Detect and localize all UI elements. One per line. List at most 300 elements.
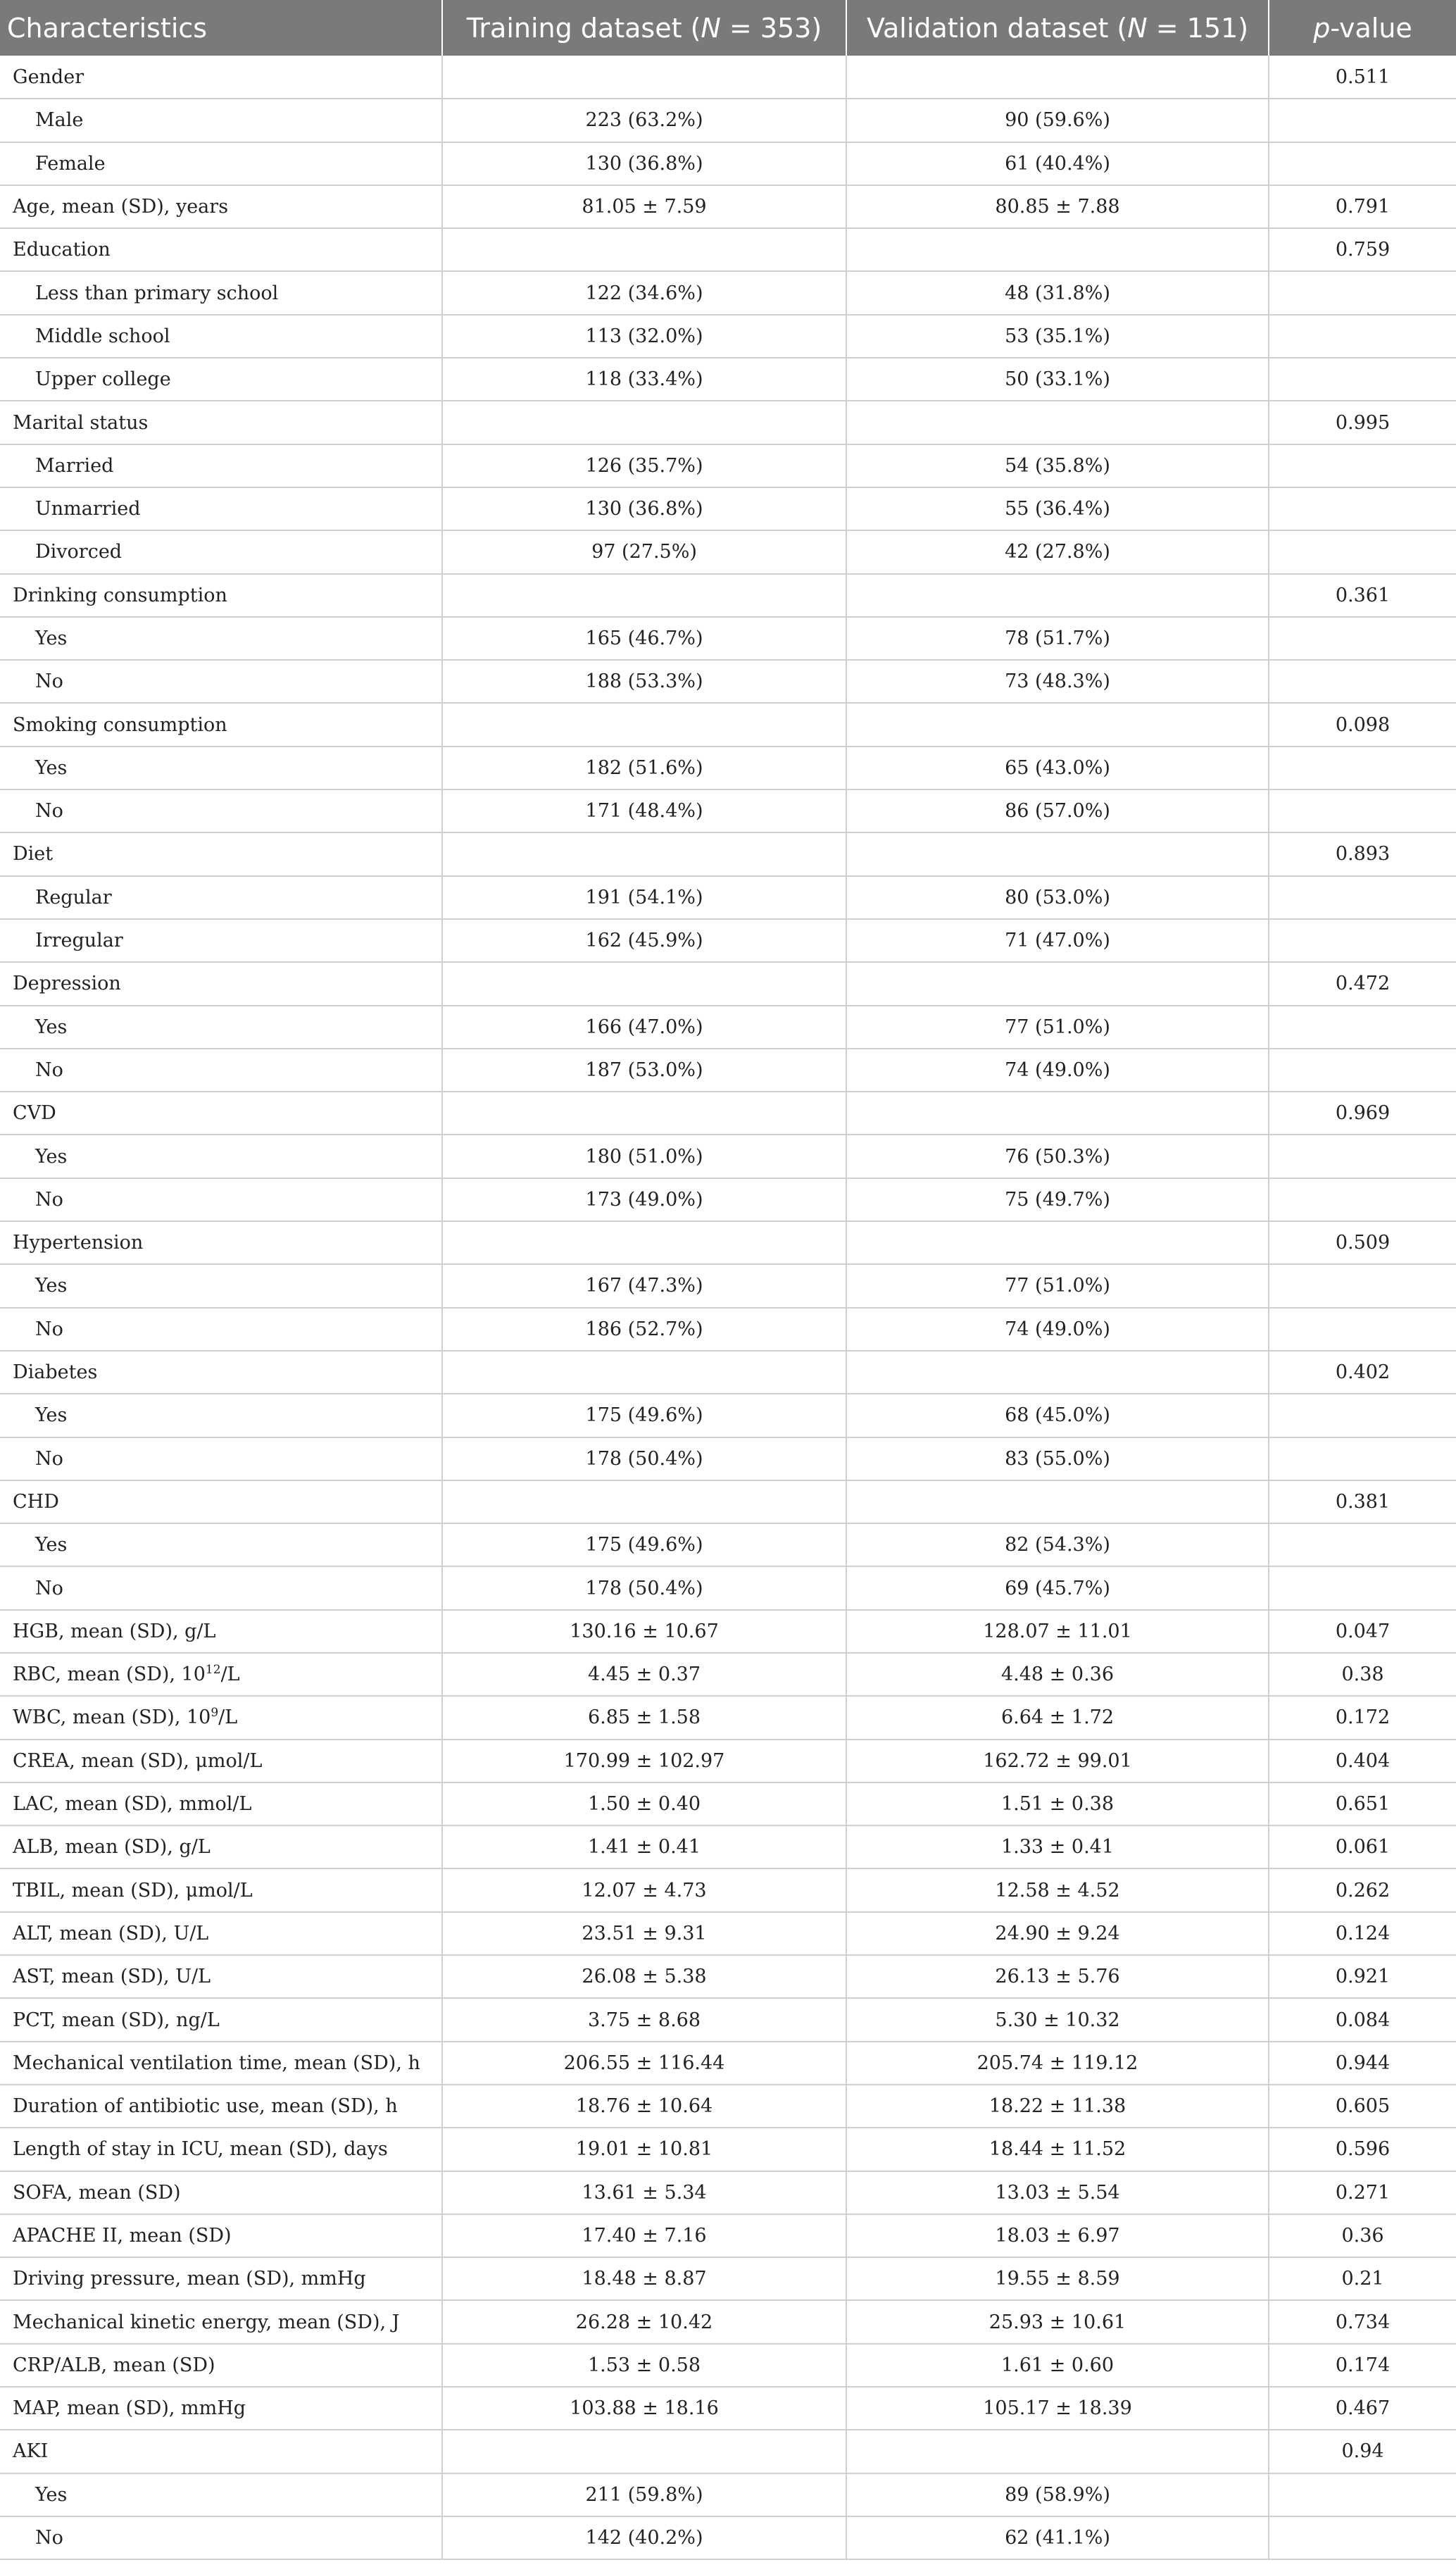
training-value: 23.51 ± 9.31 — [442, 1912, 846, 1955]
table-row — [0, 2473, 1456, 2516]
row-label: ALB, mean (SD), g/L — [0, 1825, 442, 1868]
p-value — [1269, 789, 1456, 832]
p-value — [1269, 1437, 1456, 1480]
p-value — [1269, 660, 1456, 703]
p-value: 0.596 — [1269, 2128, 1456, 2171]
p-value: 0.467 — [1269, 2387, 1456, 2430]
training-value: 18.48 ± 8.87 — [442, 2257, 846, 2300]
training-value: 18.76 ± 10.64 — [442, 2085, 846, 2128]
header-characteristics: Characteristics — [0, 0, 442, 56]
training-value: 130 (36.8%) — [442, 487, 846, 530]
row-label: Marital status — [0, 401, 442, 444]
row-label: CHD — [0, 1480, 442, 1523]
validation-value — [846, 56, 1269, 99]
p-value — [1269, 1178, 1456, 1221]
table-row — [0, 1610, 1456, 1653]
table-row — [0, 2344, 1456, 2387]
validation-value — [846, 401, 1269, 444]
validation-value: 71 (47.0%) — [846, 919, 1269, 962]
training-value — [442, 962, 846, 1005]
p-value: 0.172 — [1269, 1696, 1456, 1739]
row-label: TBIL, mean (SD), μmol/L — [0, 1868, 442, 1911]
p-value: 0.759 — [1269, 228, 1456, 271]
training-value: 122 (34.6%) — [442, 271, 846, 314]
p-value: 0.047 — [1269, 1610, 1456, 1653]
table-row — [0, 444, 1456, 487]
row-label: Regular — [0, 876, 442, 919]
label-text: RBC, mean (SD), 10 — [13, 1663, 206, 1686]
p-value: 0.969 — [1269, 1092, 1456, 1135]
row-label: No — [0, 1308, 442, 1351]
validation-value: 62 (41.1%) — [846, 2516, 1269, 2559]
table-row — [0, 1955, 1456, 1998]
row-label: Diabetes — [0, 1351, 442, 1394]
validation-value — [846, 703, 1269, 746]
p-value: 0.734 — [1269, 2300, 1456, 2343]
table-row — [0, 1696, 1456, 1739]
validation-value: 75 (49.7%) — [846, 1178, 1269, 1221]
table-row — [0, 2257, 1456, 2300]
training-value: 170.99 ± 102.97 — [442, 1740, 846, 1783]
table-row — [0, 1740, 1456, 1783]
validation-value: 86 (57.0%) — [846, 789, 1269, 832]
table-row — [0, 2128, 1456, 2171]
table-row — [0, 487, 1456, 530]
table-row — [0, 617, 1456, 660]
training-value: 162 (45.9%) — [442, 919, 846, 962]
row-label — [0, 1696, 442, 1739]
table-row — [0, 660, 1456, 703]
table-row — [0, 2430, 1456, 2473]
row-label: Married — [0, 444, 442, 487]
row-label — [0, 1653, 442, 1696]
training-value: 167 (47.3%) — [442, 1264, 846, 1307]
table-row — [0, 1394, 1456, 1437]
training-value — [442, 1221, 846, 1264]
table-row — [0, 2300, 1456, 2343]
training-value: 188 (53.3%) — [442, 660, 846, 703]
table-row — [0, 2387, 1456, 2430]
training-value: 186 (52.7%) — [442, 1308, 846, 1351]
training-value: 182 (51.6%) — [442, 747, 846, 789]
training-value: 175 (49.6%) — [442, 1523, 846, 1566]
validation-value: 77 (51.0%) — [846, 1264, 1269, 1307]
table-row — [0, 56, 1456, 99]
table-row — [0, 1566, 1456, 1609]
row-label: No — [0, 1437, 442, 1480]
validation-value: 83 (55.0%) — [846, 1437, 1269, 1480]
p-value — [1269, 315, 1456, 358]
training-value: 173 (49.0%) — [442, 1178, 846, 1221]
table-row — [0, 789, 1456, 832]
training-value — [442, 1351, 846, 1394]
table-row — [0, 530, 1456, 573]
validation-value: 50 (33.1%) — [846, 358, 1269, 401]
validation-value: 24.90 ± 9.24 — [846, 1912, 1269, 1955]
validation-value: 1.51 ± 0.38 — [846, 1783, 1269, 1825]
table-row — [0, 876, 1456, 919]
training-value: 26.28 ± 10.42 — [442, 2300, 846, 2343]
validation-value: 105.17 ± 18.39 — [846, 2387, 1269, 2430]
table-row — [0, 703, 1456, 746]
row-label: Irregular — [0, 919, 442, 962]
row-label: Yes — [0, 1006, 442, 1049]
row-label: Drinking consumption — [0, 574, 442, 617]
table-row — [0, 1178, 1456, 1221]
p-value — [1269, 1006, 1456, 1049]
p-value: 0.084 — [1269, 1998, 1456, 2041]
row-label: No — [0, 1049, 442, 1092]
row-label: Diet — [0, 832, 442, 875]
training-value: 178 (50.4%) — [442, 1566, 846, 1609]
p-value — [1269, 271, 1456, 314]
validation-value: 5.30 ± 10.32 — [846, 1998, 1269, 2041]
p-value: 0.944 — [1269, 2042, 1456, 2085]
validation-value — [846, 832, 1269, 875]
validation-value: 42 (27.8%) — [846, 530, 1269, 573]
label-exponent: 12 — [205, 1663, 221, 1678]
validation-value: 205.74 ± 119.12 — [846, 2042, 1269, 2085]
p-value — [1269, 1135, 1456, 1178]
table-row — [0, 1653, 1456, 1696]
training-value: 180 (51.0%) — [442, 1135, 846, 1178]
table-row — [0, 1825, 1456, 1868]
table-row — [0, 1480, 1456, 1523]
validation-value: 128.07 ± 11.01 — [846, 1610, 1269, 1653]
validation-value: 162.72 ± 99.01 — [846, 1740, 1269, 1783]
header-p-value: p-value — [1313, 12, 1412, 44]
p-value — [1269, 1264, 1456, 1307]
validation-value — [846, 1480, 1269, 1523]
validation-value: 48 (31.8%) — [846, 271, 1269, 314]
validation-value: 19.55 ± 8.59 — [846, 2257, 1269, 2300]
validation-value: 1.61 ± 0.60 — [846, 2344, 1269, 2387]
row-label: Yes — [0, 1523, 442, 1566]
row-label: MAP, mean (SD), mmHg — [0, 2387, 442, 2430]
training-value: 206.55 ± 116.44 — [442, 2042, 846, 2085]
validation-value: 18.03 ± 6.97 — [846, 2214, 1269, 2257]
training-value: 1.53 ± 0.58 — [442, 2344, 846, 2387]
table-row — [0, 574, 1456, 617]
row-label: Male — [0, 99, 442, 142]
table-row — [0, 747, 1456, 789]
table-row — [0, 1868, 1456, 1911]
validation-value: 6.64 ± 1.72 — [846, 1696, 1269, 1739]
row-label: Middle school — [0, 315, 442, 358]
training-value: 1.50 ± 0.40 — [442, 1783, 846, 1825]
p-value: 0.651 — [1269, 1783, 1456, 1825]
p-value — [1269, 1566, 1456, 1609]
p-value: 0.38 — [1269, 1653, 1456, 1696]
row-label: Yes — [0, 1264, 442, 1307]
validation-value: 80 (53.0%) — [846, 876, 1269, 919]
p-value: 0.893 — [1269, 832, 1456, 875]
row-label: APACHE II, mean (SD) — [0, 2214, 442, 2257]
validation-value: 55 (36.4%) — [846, 487, 1269, 530]
training-value: 6.85 ± 1.58 — [442, 1696, 846, 1739]
row-label: No — [0, 660, 442, 703]
validation-value: 1.33 ± 0.41 — [846, 1825, 1269, 1868]
training-value — [442, 56, 846, 99]
row-label: Yes — [0, 2473, 442, 2516]
training-value: 19.01 ± 10.81 — [442, 2128, 846, 2171]
row-label: No — [0, 2516, 442, 2559]
label-unit: /L — [218, 1706, 238, 1729]
training-value: 118 (33.4%) — [442, 358, 846, 401]
table-row — [0, 1523, 1456, 1566]
training-value: 81.05 ± 7.59 — [442, 185, 846, 228]
row-label: Depression — [0, 962, 442, 1005]
validation-value — [846, 1221, 1269, 1264]
p-value: 0.472 — [1269, 962, 1456, 1005]
table-row — [0, 1998, 1456, 2041]
training-value: 165 (46.7%) — [442, 617, 846, 660]
p-value: 0.404 — [1269, 1740, 1456, 1783]
validation-value: 73 (48.3%) — [846, 660, 1269, 703]
validation-value: 54 (35.8%) — [846, 444, 1269, 487]
p-value: 0.605 — [1269, 2085, 1456, 2128]
training-value: 211 (59.8%) — [442, 2473, 846, 2516]
row-label: Mechanical ventilation time, mean (SD), h — [0, 2042, 442, 2085]
table-row — [0, 358, 1456, 401]
table-row — [0, 271, 1456, 314]
validation-value: 80.85 ± 7.88 — [846, 185, 1269, 228]
row-label: Hypertension — [0, 1221, 442, 1264]
p-value: 0.509 — [1269, 1221, 1456, 1264]
p-value: 0.36 — [1269, 2214, 1456, 2257]
p-value — [1269, 1523, 1456, 1566]
table-row — [0, 228, 1456, 271]
training-value: 126 (35.7%) — [442, 444, 846, 487]
table-row — [0, 2085, 1456, 2128]
row-label: Mechanical kinetic energy, mean (SD), J — [0, 2300, 442, 2343]
validation-value: 61 (40.4%) — [846, 142, 1269, 185]
table-row — [0, 1437, 1456, 1480]
p-value — [1269, 617, 1456, 660]
p-value: 0.124 — [1269, 1912, 1456, 1955]
p-value — [1269, 142, 1456, 185]
table-row — [0, 1135, 1456, 1178]
table-row — [0, 99, 1456, 142]
table-row — [0, 2214, 1456, 2257]
validation-value: 77 (51.0%) — [846, 1006, 1269, 1049]
p-value — [1269, 530, 1456, 573]
row-label: LAC, mean (SD), mmol/L — [0, 1783, 442, 1825]
p-value — [1269, 358, 1456, 401]
p-value: 0.061 — [1269, 1825, 1456, 1868]
training-value: 191 (54.1%) — [442, 876, 846, 919]
table-row — [0, 919, 1456, 962]
training-value: 130 (36.8%) — [442, 142, 846, 185]
p-value: 0.921 — [1269, 1955, 1456, 1998]
row-label: Yes — [0, 1135, 442, 1178]
training-value — [442, 703, 846, 746]
row-label: Yes — [0, 617, 442, 660]
training-value: 166 (47.0%) — [442, 1006, 846, 1049]
table-row — [0, 2516, 1456, 2559]
p-value — [1269, 1394, 1456, 1437]
table-row — [0, 401, 1456, 444]
row-label: ALT, mean (SD), U/L — [0, 1912, 442, 1955]
training-value: 13.61 ± 5.34 — [442, 2171, 846, 2214]
table-row — [0, 1006, 1456, 1049]
training-value: 175 (49.6%) — [442, 1394, 846, 1437]
p-value — [1269, 99, 1456, 142]
validation-value: 89 (58.9%) — [846, 2473, 1269, 2516]
table-row — [0, 832, 1456, 875]
p-value: 0.402 — [1269, 1351, 1456, 1394]
row-label: Duration of antibiotic use, mean (SD), h — [0, 2085, 442, 2128]
validation-value — [846, 1092, 1269, 1135]
validation-value: 69 (45.7%) — [846, 1566, 1269, 1609]
row-label: No — [0, 1178, 442, 1221]
row-label: Less than primary school — [0, 271, 442, 314]
validation-value — [846, 962, 1269, 1005]
validation-value: 82 (54.3%) — [846, 1523, 1269, 1566]
row-label: AKI — [0, 2430, 442, 2473]
training-value — [442, 401, 846, 444]
row-label: Smoking consumption — [0, 703, 442, 746]
validation-value: 13.03 ± 5.54 — [846, 2171, 1269, 2214]
validation-value: 65 (43.0%) — [846, 747, 1269, 789]
validation-value — [846, 1351, 1269, 1394]
training-value: 12.07 ± 4.73 — [442, 1868, 846, 1911]
p-value: 0.361 — [1269, 574, 1456, 617]
row-label: No — [0, 789, 442, 832]
training-value — [442, 1480, 846, 1523]
row-label: No — [0, 1566, 442, 1609]
p-value — [1269, 1308, 1456, 1351]
row-label: Gender — [0, 56, 442, 99]
validation-value: 76 (50.3%) — [846, 1135, 1269, 1178]
table-row — [0, 1092, 1456, 1135]
row-label: SOFA, mean (SD) — [0, 2171, 442, 2214]
p-value — [1269, 747, 1456, 789]
p-value: 0.995 — [1269, 401, 1456, 444]
table-row — [0, 2042, 1456, 2085]
training-value: 3.75 ± 8.68 — [442, 1998, 846, 2041]
p-value: 0.511 — [1269, 56, 1456, 99]
training-value: 26.08 ± 5.38 — [442, 1955, 846, 1998]
validation-value: 53 (35.1%) — [846, 315, 1269, 358]
validation-value: 90 (59.6%) — [846, 99, 1269, 142]
p-value: 0.174 — [1269, 2344, 1456, 2387]
validation-value: 74 (49.0%) — [846, 1049, 1269, 1092]
p-value: 0.21 — [1269, 2257, 1456, 2300]
validation-value: 4.48 ± 0.36 — [846, 1653, 1269, 1696]
row-label: CVD — [0, 1092, 442, 1135]
table-row — [0, 1783, 1456, 1825]
training-value — [442, 574, 846, 617]
validation-value — [846, 2430, 1269, 2473]
training-value: 178 (50.4%) — [442, 1437, 846, 1480]
row-label: CRP/ALB, mean (SD) — [0, 2344, 442, 2387]
p-value: 0.098 — [1269, 703, 1456, 746]
row-label: Female — [0, 142, 442, 185]
p-value: 0.381 — [1269, 1480, 1456, 1523]
p-value: 0.94 — [1269, 2430, 1456, 2473]
training-value — [442, 832, 846, 875]
training-value: 223 (63.2%) — [442, 99, 846, 142]
validation-value: 68 (45.0%) — [846, 1394, 1269, 1437]
p-value: 0.271 — [1269, 2171, 1456, 2214]
label-text: WBC, mean (SD), 10 — [13, 1706, 211, 1729]
header-validation: Validation dataset (N = 151) — [846, 0, 1269, 56]
table-row — [0, 1221, 1456, 1264]
p-value — [1269, 1049, 1456, 1092]
table-row — [0, 1049, 1456, 1092]
row-label: Length of stay in ICU, mean (SD), days — [0, 2128, 442, 2171]
p-value — [1269, 487, 1456, 530]
row-label: Education — [0, 228, 442, 271]
table-row — [0, 142, 1456, 185]
table-row — [0, 1912, 1456, 1955]
training-value: 97 (27.5%) — [442, 530, 846, 573]
row-label: Divorced — [0, 530, 442, 573]
label-exponent: 9 — [211, 1706, 219, 1721]
table-row — [0, 1264, 1456, 1307]
p-value: 0.262 — [1269, 1868, 1456, 1911]
table-row — [0, 185, 1456, 228]
table-row — [0, 2171, 1456, 2214]
row-label: HGB, mean (SD), g/L — [0, 1610, 442, 1653]
label-unit: /L — [220, 1663, 240, 1686]
p-value: 0.791 — [1269, 185, 1456, 228]
training-value: 103.88 ± 18.16 — [442, 2387, 846, 2430]
row-label: Driving pressure, mean (SD), mmHg — [0, 2257, 442, 2300]
validation-value — [846, 228, 1269, 271]
training-value: 142 (40.2%) — [442, 2516, 846, 2559]
row-label: AST, mean (SD), U/L — [0, 1955, 442, 1998]
training-value: 17.40 ± 7.16 — [442, 2214, 846, 2257]
row-label: CREA, mean (SD), μmol/L — [0, 1740, 442, 1783]
row-label: Unmarried — [0, 487, 442, 530]
row-label: Yes — [0, 1394, 442, 1437]
row-label: Yes — [0, 747, 442, 789]
row-label: Upper college — [0, 358, 442, 401]
p-value — [1269, 2516, 1456, 2559]
validation-value — [846, 574, 1269, 617]
training-value — [442, 2430, 846, 2473]
validation-value: 74 (49.0%) — [846, 1308, 1269, 1351]
p-value — [1269, 876, 1456, 919]
validation-value: 26.13 ± 5.76 — [846, 1955, 1269, 1998]
training-value: 130.16 ± 10.67 — [442, 1610, 846, 1653]
training-value: 187 (53.0%) — [442, 1049, 846, 1092]
validation-value: 25.93 ± 10.61 — [846, 2300, 1269, 2343]
row-label: PCT, mean (SD), ng/L — [0, 1998, 442, 2041]
table-row — [0, 1351, 1456, 1394]
table-row — [0, 962, 1456, 1005]
p-value — [1269, 919, 1456, 962]
training-value — [442, 228, 846, 271]
training-value: 113 (32.0%) — [442, 315, 846, 358]
header-row — [0, 0, 1456, 56]
training-value: 4.45 ± 0.37 — [442, 1653, 846, 1696]
table-row — [0, 1308, 1456, 1351]
training-value: 171 (48.4%) — [442, 789, 846, 832]
row-label: Age, mean (SD), years — [0, 185, 442, 228]
validation-value: 18.22 ± 11.38 — [846, 2085, 1269, 2128]
training-value — [442, 1092, 846, 1135]
training-value: 1.41 ± 0.41 — [442, 1825, 846, 1868]
header-training: Training dataset (N = 353) — [442, 0, 846, 56]
table-row — [0, 315, 1456, 358]
p-value — [1269, 444, 1456, 487]
validation-value: 18.44 ± 11.52 — [846, 2128, 1269, 2171]
table-body — [0, 56, 1456, 2559]
validation-value: 12.58 ± 4.52 — [846, 1868, 1269, 1911]
